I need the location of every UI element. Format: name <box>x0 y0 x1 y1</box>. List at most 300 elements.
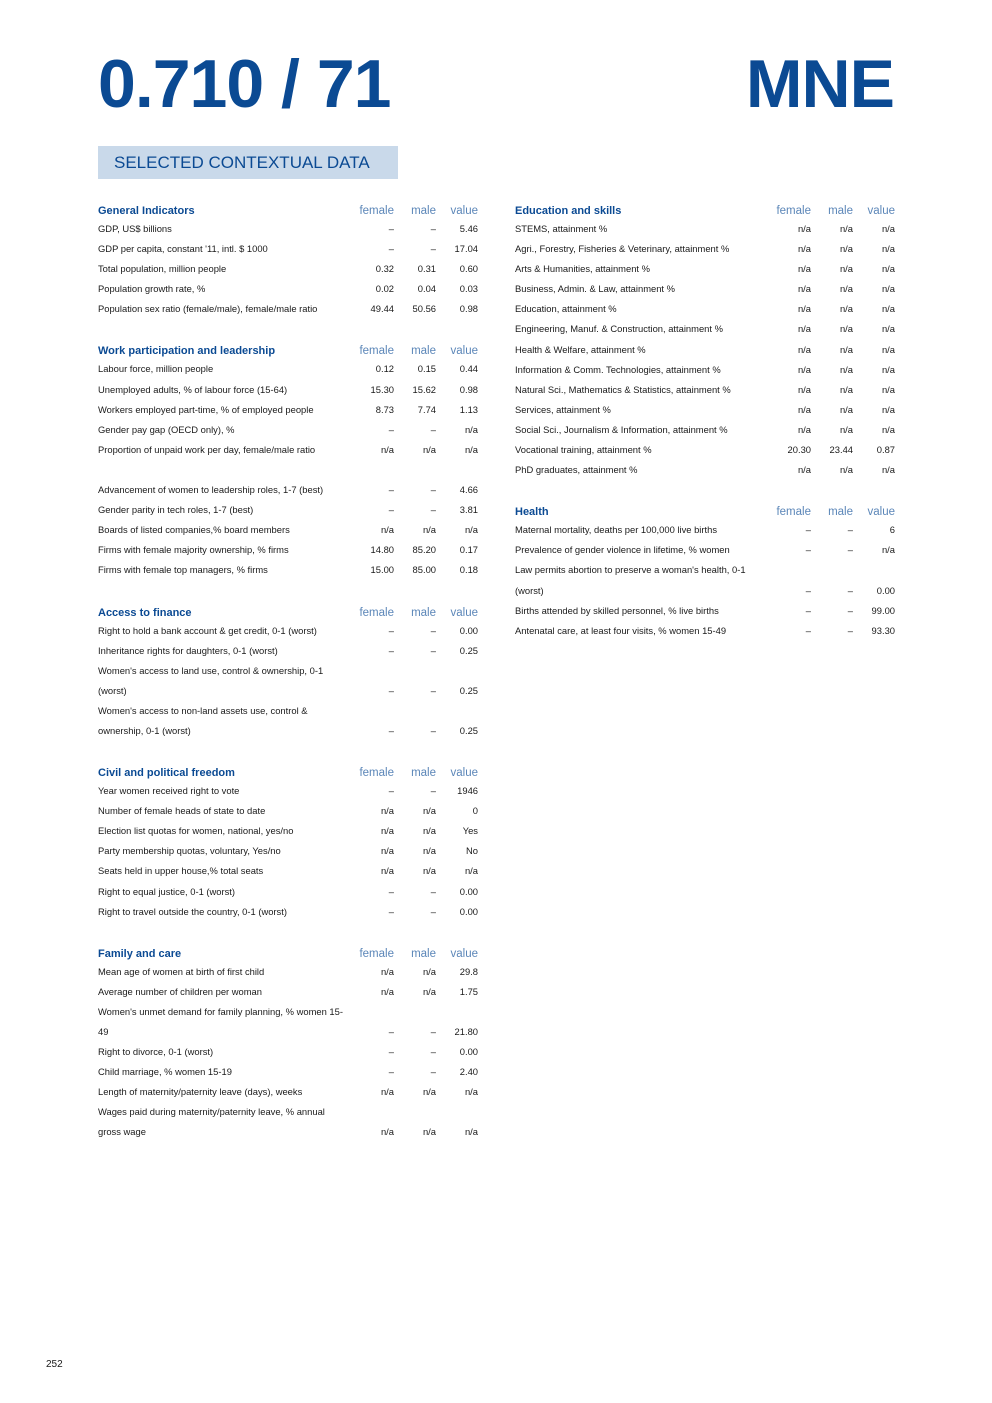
table-row <box>515 400 895 420</box>
female-value: – <box>388 484 394 496</box>
ratio-value: 0.44 <box>459 363 478 375</box>
ratio-value: 2.40 <box>459 1066 478 1078</box>
ratio-value: 17.04 <box>454 243 478 255</box>
row-label: Firms with female majority ownership, % firms <box>98 544 289 556</box>
female-value: – <box>388 905 394 917</box>
ratio-value: 29.8 <box>459 965 478 977</box>
row-label: Services, attainment % <box>515 403 611 415</box>
row-label: Arts & Humanities, attainment % <box>515 263 650 275</box>
table-row <box>98 841 478 861</box>
row-label: Births attended by skilled personnel, % live births <box>515 604 719 616</box>
row-label: Firms with female top managers, % firms <box>98 564 268 576</box>
ratio-value: 1.13 <box>459 403 478 415</box>
table-row <box>515 279 895 299</box>
male-value: 23.44 <box>829 444 853 456</box>
ratio-value: 99.00 <box>871 604 895 616</box>
table-row <box>515 299 895 319</box>
section-header <box>98 761 478 781</box>
row-label: Health & Welfare, attainment % <box>515 343 646 355</box>
table-row <box>98 661 478 701</box>
right-column <box>515 199 895 661</box>
male-value: 0.04 <box>417 283 436 295</box>
table-row <box>515 621 895 641</box>
section-civil-and-political-freedom <box>98 761 478 922</box>
female-value: n/a <box>797 243 811 255</box>
ratio-value: 1.75 <box>459 985 478 997</box>
ratio-value: 5.46 <box>459 223 478 234</box>
table-row <box>515 259 895 279</box>
male-value: – <box>847 524 853 536</box>
table-row <box>98 801 478 821</box>
female-value: – <box>388 1026 394 1037</box>
female-value: – <box>805 584 811 596</box>
male-value: – <box>430 724 436 736</box>
section-banner: SELECTED CONTEXTUAL DATA <box>98 146 398 179</box>
male-value: – <box>430 484 436 496</box>
row-label: Agri., Forestry, Fisheries & Veterinary, attainment % <box>515 243 730 255</box>
female-value: n/a <box>797 223 811 234</box>
table-row <box>98 540 478 560</box>
table-row <box>98 821 478 841</box>
ratio-value: 0.03 <box>459 283 478 295</box>
female-value: n/a <box>380 985 394 997</box>
section-header <box>515 500 895 520</box>
female-value: n/a <box>797 263 811 275</box>
ratio-value: n/a <box>881 464 895 476</box>
table-row <box>98 1102 478 1142</box>
female-value: 20.30 <box>787 444 811 456</box>
column-header-male: male <box>411 606 436 619</box>
row-label: Right to hold a bank account & get credit, 0-1 (worst) <box>98 624 317 636</box>
table-row <box>98 781 478 801</box>
row-label: Number of female heads of state to date <box>98 805 266 817</box>
male-value: – <box>430 905 436 917</box>
table-row <box>98 641 478 661</box>
ratio-value: 1946 <box>457 785 478 797</box>
female-value: – <box>388 785 394 797</box>
row-label: Information & Comm. Technologies, attainment % <box>515 363 721 375</box>
ratio-value: 0.00 <box>876 584 895 596</box>
column-header-value: value <box>450 767 478 780</box>
ratio-value: 3.81 <box>459 504 478 516</box>
score-title: 0.710 / 71 <box>98 46 391 122</box>
ratio-value: n/a <box>881 343 895 355</box>
row-label: Year women received right to vote <box>98 785 240 797</box>
row-label: Labour force, million people <box>98 363 214 375</box>
row-label: Boards of listed companies,% board members <box>98 524 290 536</box>
female-value: – <box>805 524 811 536</box>
male-value: n/a <box>422 1086 436 1098</box>
female-value: – <box>388 504 394 516</box>
section-access-to-finance <box>98 601 478 742</box>
male-value: n/a <box>839 403 853 415</box>
ratio-value: n/a <box>464 865 478 877</box>
row-label: GDP per capita, constant '11, intl. $ 1000 <box>98 243 268 255</box>
male-value: n/a <box>839 464 853 476</box>
country-code: MNE <box>745 46 894 122</box>
column-header-female: female <box>359 345 394 358</box>
male-value: 85.00 <box>412 564 436 576</box>
female-value: 15.30 <box>370 383 394 395</box>
column-header-male: male <box>828 205 853 217</box>
female-value: n/a <box>797 363 811 375</box>
female-value: n/a <box>797 323 811 335</box>
female-value: n/a <box>380 845 394 857</box>
column-header-female: female <box>776 506 811 519</box>
female-value: – <box>388 1066 394 1078</box>
section-header <box>98 199 478 219</box>
ratio-value: 0.18 <box>459 564 478 576</box>
male-value: n/a <box>422 1126 436 1138</box>
male-value: – <box>430 785 436 797</box>
row-label: Mean age of women at birth of first child <box>98 965 265 977</box>
row-label: Wages paid during maternity/paternity leave, % annual gross wage <box>98 1106 325 1138</box>
table-row <box>515 340 895 360</box>
row-label: Vocational training, attainment % <box>515 444 652 456</box>
row-label: Right to equal justice, 0-1 (worst) <box>98 885 236 897</box>
table-row <box>515 319 895 339</box>
column-header-female: female <box>776 205 811 217</box>
ratio-value: n/a <box>881 263 895 275</box>
male-value: n/a <box>422 845 436 857</box>
left-column <box>98 199 478 1163</box>
ratio-value: 21.80 <box>454 1026 478 1037</box>
female-value: n/a <box>797 423 811 435</box>
ratio-value: 6 <box>889 524 895 536</box>
table-row <box>98 982 478 1002</box>
table-row <box>98 621 478 641</box>
ratio-value: n/a <box>464 524 478 536</box>
column-header-value: value <box>450 345 478 358</box>
female-value: – <box>388 644 394 656</box>
male-value: n/a <box>839 303 853 315</box>
male-value: 0.31 <box>417 263 436 275</box>
table-row <box>98 1002 478 1042</box>
table-row <box>515 540 895 560</box>
table-row <box>98 299 478 319</box>
male-value: 0.15 <box>417 363 436 375</box>
section-title: Civil and political freedom <box>98 767 235 780</box>
section-title: Family and care <box>98 947 182 960</box>
row-label: Unemployed adults, % of labour force (15-64) <box>98 383 288 395</box>
section-title: Access to finance <box>98 606 192 619</box>
table-row <box>515 520 895 540</box>
ratio-value: n/a <box>464 1086 478 1098</box>
table-row <box>98 520 478 540</box>
row-label: Education, attainment % <box>515 303 617 315</box>
column-header-value: value <box>867 506 895 519</box>
column-header-value: value <box>867 205 895 217</box>
male-value: n/a <box>839 223 853 234</box>
male-value: 85.20 <box>412 544 436 556</box>
table-row <box>98 239 478 259</box>
male-value: 50.56 <box>412 303 436 315</box>
male-value: – <box>430 624 436 636</box>
table-row <box>98 460 478 500</box>
ratio-value: 0.25 <box>459 684 478 696</box>
section-header <box>515 199 895 219</box>
column-header-male: male <box>411 947 436 960</box>
female-value: – <box>388 243 394 255</box>
section-header <box>98 601 478 621</box>
ratio-value: n/a <box>881 323 895 335</box>
female-value: n/a <box>380 825 394 837</box>
section-education-and-skills <box>515 199 895 480</box>
female-value: – <box>388 885 394 897</box>
ratio-value: 0.98 <box>459 303 478 315</box>
male-value: n/a <box>839 363 853 375</box>
ratio-value: n/a <box>464 443 478 455</box>
section-header <box>98 339 478 359</box>
female-value: 0.32 <box>375 263 394 275</box>
female-value: n/a <box>380 805 394 817</box>
section-title: Health <box>515 506 549 519</box>
row-label: Natural Sci., Mathematics & Statistics, attainment % <box>515 383 731 395</box>
female-value: 14.80 <box>370 544 394 556</box>
female-value: 49.44 <box>370 303 394 315</box>
table-row <box>98 1042 478 1062</box>
table-row <box>515 560 895 600</box>
female-value: n/a <box>380 965 394 977</box>
male-value: – <box>847 624 853 636</box>
female-value: – <box>388 223 394 234</box>
column-header-male: male <box>828 506 853 519</box>
table-row <box>98 861 478 881</box>
table-row <box>98 219 478 239</box>
ratio-value: 0.00 <box>459 1046 478 1058</box>
ratio-value: n/a <box>464 423 478 435</box>
female-value: n/a <box>380 865 394 877</box>
table-row <box>515 440 895 460</box>
male-value: – <box>430 1046 436 1058</box>
female-value: 15.00 <box>370 564 394 576</box>
section-work-participation-and-leadership <box>98 339 478 580</box>
table-row <box>515 239 895 259</box>
ratio-value: n/a <box>881 383 895 395</box>
column-header-female: female <box>359 606 394 619</box>
row-label: Length of maternity/paternity leave (days), weeks <box>98 1086 303 1098</box>
ratio-value: n/a <box>881 223 895 234</box>
ratio-value: n/a <box>881 243 895 255</box>
female-value: n/a <box>380 524 394 536</box>
table-row <box>98 420 478 440</box>
female-value: n/a <box>797 464 811 476</box>
ratio-value: n/a <box>881 363 895 375</box>
row-label: GDP, US$ billions <box>98 223 172 234</box>
row-label: Proportion of unpaid work per day, female/male ratio <box>98 443 316 455</box>
row-label: Engineering, Manuf. & Construction, attainment % <box>515 323 723 335</box>
column-header-female: female <box>359 205 394 217</box>
column-header-female: female <box>359 767 394 780</box>
section-title: Education and skills <box>515 205 622 217</box>
female-value: 8.73 <box>375 403 394 415</box>
ratio-value: 0.25 <box>459 724 478 736</box>
male-value: – <box>430 644 436 656</box>
row-label: Right to divorce, 0-1 (worst) <box>98 1046 214 1058</box>
ratio-value: n/a <box>881 303 895 315</box>
ratio-value: No <box>466 845 478 857</box>
row-label: Election list quotas for women, national, yes/no <box>98 825 294 837</box>
row-label: Gender pay gap (OECD only), % <box>98 423 235 435</box>
table-row <box>98 902 478 922</box>
table-row <box>98 359 478 379</box>
row-label: Gender parity in tech roles, 1-7 (best) <box>98 504 254 516</box>
female-value: n/a <box>797 403 811 415</box>
ratio-value: 4.66 <box>459 484 478 496</box>
female-value: n/a <box>797 343 811 355</box>
female-value: n/a <box>797 303 811 315</box>
female-value: n/a <box>380 1126 394 1138</box>
row-label: Antenatal care, at least four visits, % women 15-49 <box>515 624 727 636</box>
ratio-value: n/a <box>464 1126 478 1138</box>
row-label: Law permits abortion to preserve a woman's health, 0-1 (worst) <box>515 564 746 596</box>
ratio-value: 0.98 <box>459 383 478 395</box>
table-row <box>98 380 478 400</box>
male-value: n/a <box>422 443 436 455</box>
male-value: 7.74 <box>417 403 436 415</box>
male-value: – <box>430 223 436 234</box>
female-value: – <box>388 1046 394 1058</box>
row-label: Social Sci., Journalism & Information, attainment % <box>515 423 728 435</box>
row-label: Advancement of women to leadership roles, 1-7 (best) <box>98 484 324 496</box>
male-value: n/a <box>422 825 436 837</box>
female-value: – <box>388 423 394 435</box>
male-value: n/a <box>422 805 436 817</box>
ratio-value: Yes <box>462 825 478 837</box>
male-value: – <box>430 1026 436 1037</box>
male-value: – <box>847 584 853 596</box>
table-row <box>98 560 478 580</box>
ratio-value: n/a <box>881 283 895 295</box>
row-label: PhD graduates, attainment % <box>515 464 638 476</box>
male-value: n/a <box>839 323 853 335</box>
table-row <box>98 962 478 982</box>
ratio-value: 0.60 <box>459 263 478 275</box>
row-label: Child marriage, % women 15-19 <box>98 1066 232 1078</box>
female-value: – <box>805 624 811 636</box>
female-value: 0.02 <box>375 283 394 295</box>
male-value: n/a <box>422 524 436 536</box>
table-row <box>98 500 478 520</box>
male-value: – <box>847 604 853 616</box>
female-value: – <box>388 724 394 736</box>
row-label: Women's unmet demand for family planning, % women 15-49 <box>98 1005 343 1037</box>
column-header-value: value <box>450 205 478 217</box>
row-label: Party membership quotas, voluntary, Yes/no <box>98 845 281 857</box>
male-value: – <box>430 243 436 255</box>
male-value: 15.62 <box>412 383 436 395</box>
ratio-value: 0.25 <box>459 644 478 656</box>
female-value: 0.12 <box>375 363 394 375</box>
table-row <box>98 1082 478 1102</box>
table-row <box>98 701 478 741</box>
female-value: n/a <box>380 1086 394 1098</box>
table-row <box>515 219 895 239</box>
section-general-indicators <box>98 199 478 319</box>
female-value: – <box>388 684 394 696</box>
section-health <box>515 500 895 641</box>
table-row <box>515 380 895 400</box>
column-header-male: male <box>411 205 436 217</box>
page-number: 252 <box>46 1359 63 1370</box>
ratio-value: 93.30 <box>871 624 895 636</box>
table-row <box>515 360 895 380</box>
row-label: Population growth rate, % <box>98 283 206 295</box>
ratio-value: 0.87 <box>876 444 895 456</box>
ratio-value: 0.00 <box>459 885 478 897</box>
column-header-female: female <box>359 947 394 960</box>
ratio-value: n/a <box>881 423 895 435</box>
male-value: n/a <box>422 965 436 977</box>
male-value: n/a <box>422 865 436 877</box>
ratio-value: 0.00 <box>459 905 478 917</box>
row-label: Population sex ratio (female/male), female/male ratio <box>98 303 318 315</box>
female-value: – <box>805 544 811 556</box>
section-header <box>98 942 478 962</box>
table-row <box>515 460 895 480</box>
row-label: Women's access to land use, control & ownership, 0-1 (worst) <box>98 664 324 696</box>
table-row <box>515 420 895 440</box>
section-title: Work participation and leadership <box>98 345 276 358</box>
male-value: n/a <box>839 243 853 255</box>
table-row <box>98 279 478 299</box>
table-row <box>98 882 478 902</box>
female-value: – <box>388 624 394 636</box>
row-label: Right to travel outside the country, 0-1 (worst) <box>98 905 287 917</box>
column-header-male: male <box>411 767 436 780</box>
male-value: – <box>430 504 436 516</box>
male-value: – <box>430 1066 436 1078</box>
ratio-value: 0.00 <box>459 624 478 636</box>
table-row <box>515 601 895 621</box>
row-label: Women's access to non-land assets use, control & ownership, 0-1 (worst) <box>98 704 308 736</box>
male-value: – <box>430 423 436 435</box>
ratio-value: 0 <box>472 805 478 817</box>
row-label: Business, Admin. & Law, attainment % <box>515 283 675 295</box>
column-header-value: value <box>450 947 478 960</box>
row-label: Total population, million people <box>98 263 227 275</box>
section-title: General Indicators <box>98 205 195 217</box>
row-label: Prevalence of gender violence in lifetime, % women <box>515 544 730 556</box>
row-label: Maternal mortality, deaths per 100,000 live births <box>515 524 718 536</box>
female-value: – <box>805 604 811 616</box>
female-value: n/a <box>380 443 394 455</box>
male-value: n/a <box>839 263 853 275</box>
female-value: n/a <box>797 283 811 295</box>
row-label: STEMS, attainment % <box>515 223 608 234</box>
male-value: n/a <box>839 383 853 395</box>
row-label: Workers employed part-time, % of employed people <box>98 403 314 415</box>
male-value: – <box>430 684 436 696</box>
male-value: n/a <box>422 985 436 997</box>
female-value: n/a <box>797 383 811 395</box>
ratio-value: 0.17 <box>459 544 478 556</box>
column-header-value: value <box>450 606 478 619</box>
male-value: – <box>847 544 853 556</box>
male-value: n/a <box>839 423 853 435</box>
row-label: Seats held in upper house,% total seats <box>98 865 264 877</box>
row-label: Inheritance rights for daughters, 0-1 (worst) <box>98 644 278 656</box>
section-family-and-care <box>98 942 478 1143</box>
table-row <box>98 400 478 420</box>
row-label: Average number of children per woman <box>98 985 262 997</box>
table-row <box>98 1062 478 1082</box>
ratio-value: n/a <box>881 403 895 415</box>
ratio-value: n/a <box>881 544 895 556</box>
male-value: – <box>430 885 436 897</box>
table-row <box>98 259 478 279</box>
male-value: n/a <box>839 343 853 355</box>
